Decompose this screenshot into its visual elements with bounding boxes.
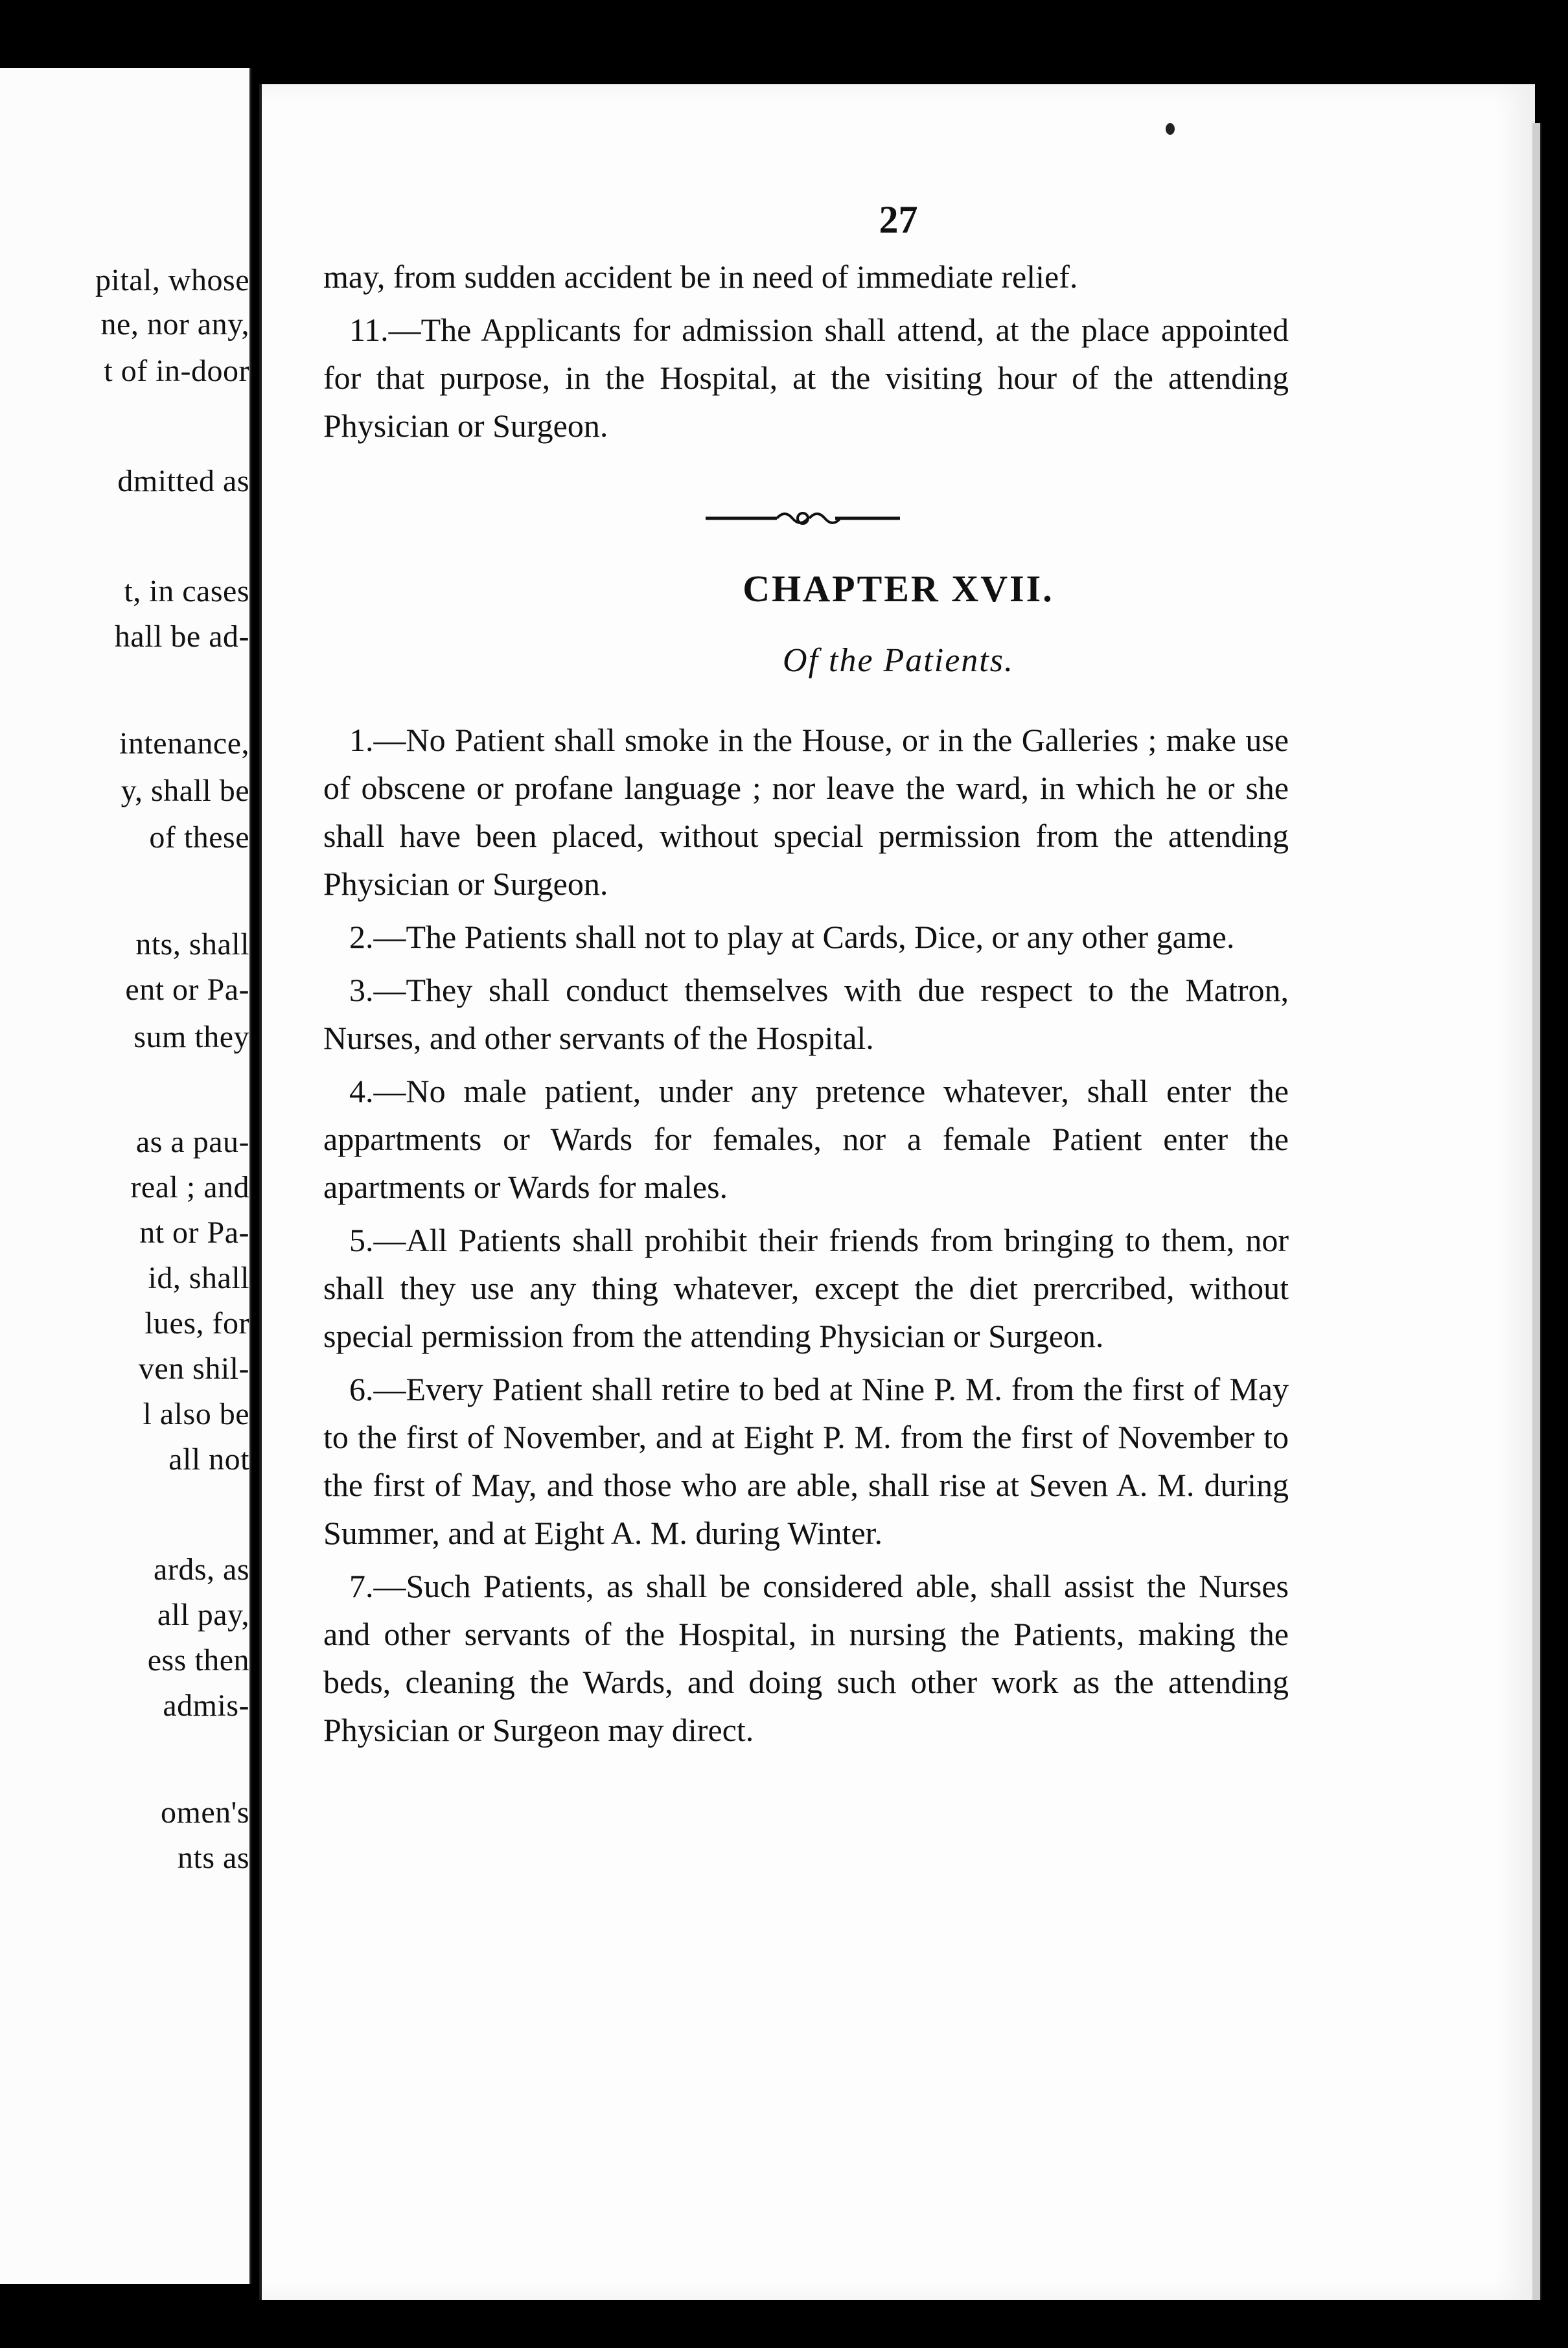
left-page-line: of these	[149, 820, 249, 855]
rule-paragraph: 5.—All Patients shall prohibit their friends from bringing to them, nor shall they use any thing whatever, except the diet prercribed, without special permission from the attending Physician or Surgeon.	[323, 1222, 1289, 1354]
left-page-line: all pay,	[157, 1598, 249, 1632]
left-page-line: pital, whose	[95, 263, 249, 297]
left-page-line: ne, nor any,	[100, 307, 249, 341]
left-page-line: lues, for	[144, 1306, 249, 1341]
page-edge	[1532, 123, 1541, 2300]
left-page-line: t, in cases	[124, 574, 249, 608]
left-page-line: ards, as	[154, 1552, 249, 1587]
left-page-line: y, shall be	[121, 774, 249, 808]
opening-section	[323, 253, 1289, 450]
rule-11-paragraph: 11.—The Applicants for admission shall attend, at the place appointed for that purpose, in the Hospital, at the visiting hour of the attending Physician or Surgeon.	[323, 312, 1289, 444]
right-page	[259, 84, 1535, 2300]
left-page-line: nts, shall	[135, 927, 249, 961]
rule-paragraph: 6.—Every Patient shall retire to bed at Nine P. M. from the first of May to the first of November, and at Eight P. M. from the first of November to the first of May, and those who are able, shall rise at Seven A. M. during Summer, and at Eight A. M. during Winter.	[323, 1371, 1289, 1551]
left-page-line: as a pau-	[135, 1125, 249, 1159]
left-page-line: hall be ad-	[114, 619, 249, 654]
left-page-line: ent or Pa-	[125, 973, 249, 1007]
left-page-line: nt or Pa-	[139, 1215, 249, 1250]
chapter-title: CHAPTER XVII.	[743, 568, 1054, 610]
left-page-line: l also be	[143, 1397, 249, 1431]
rule-paragraph: 2.—The Patients shall not to play at Cards, Dice, or any other game.	[349, 919, 1235, 955]
left-page-line: t of in-door	[104, 354, 249, 388]
rule-paragraph: 3.—They shall conduct themselves with due respect to the Matron, Nurses, and other servants of the Hospital.	[323, 972, 1289, 1056]
rule-paragraph: 7.—Such Patients, as shall be considered able, shall assist the Nurses and other servants of the Hospital, in nursing the Patients, making the beds, cleaning the Wards, and doing such other work as the attending Physician or Surgeon may direct.	[323, 1568, 1289, 1748]
left-page-line: omen's	[161, 1795, 249, 1830]
left-page-line: admis-	[163, 1688, 249, 1723]
left-page-line: id, shall	[148, 1261, 249, 1295]
left-page-line: dmitted as	[117, 464, 249, 498]
rule-paragraph: 1.—No Patient shall smoke in the House, or in the Galleries ; make use of obscene or profane language ; nor leave the ward, in which he or she shall have been placed, without special permission from the attending Physician or Surgeon.	[323, 722, 1289, 902]
left-page	[0, 68, 251, 2284]
left-page-line: intenance,	[119, 726, 249, 761]
left-page-line: sum they	[133, 1020, 249, 1054]
left-page-line: ess then	[147, 1643, 249, 1677]
page-number: 27	[879, 198, 918, 241]
continued-paragraph: may, from sudden accident be in need of immediate relief.	[323, 259, 1078, 295]
left-page-line: nts as	[178, 1841, 249, 1875]
left-page-line: real ; and	[130, 1170, 249, 1204]
rules-section	[323, 716, 1289, 1754]
left-page-line: ven shil-	[138, 1352, 249, 1386]
rule-paragraph: 4.—No male patient, under any pretence whatever, shall enter the appartments or Wards for females, nor a female Patient enter the apartments or Wards for males.	[323, 1073, 1289, 1205]
chapter-subtitle: Of the Patients.	[783, 642, 1014, 679]
ink-speck	[1166, 123, 1175, 135]
ornamental-rule	[706, 505, 900, 531]
left-page-line: all not	[168, 1442, 249, 1477]
